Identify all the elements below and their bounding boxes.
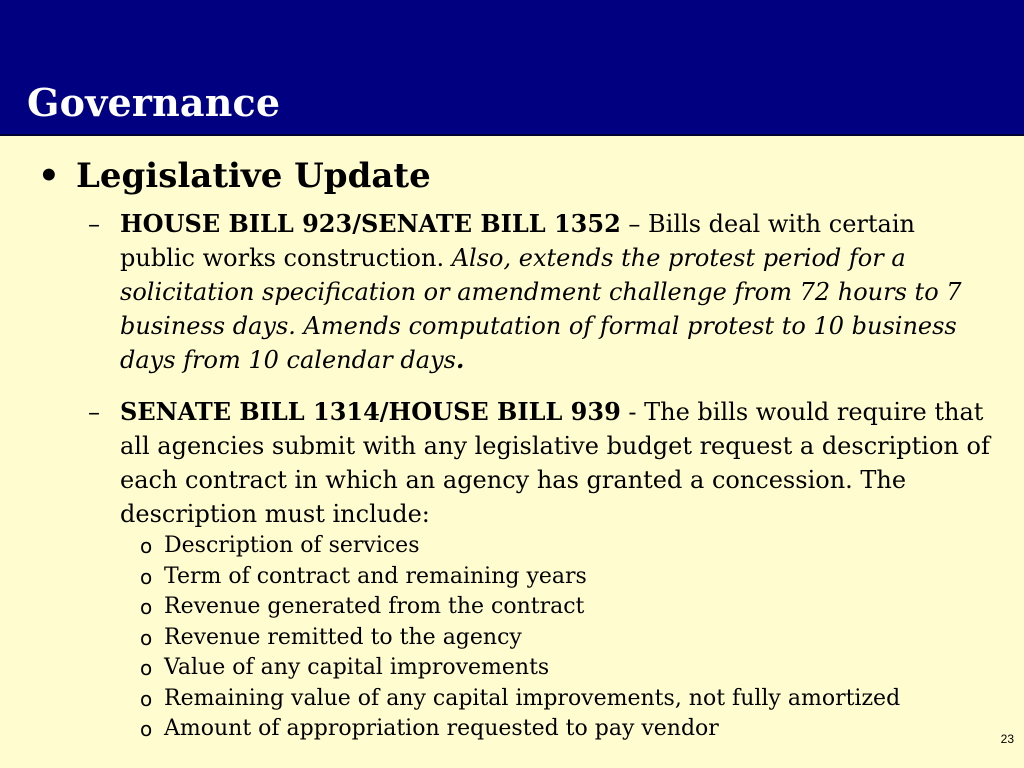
description-requirements-list [140,531,1000,745]
circle-bullet-icon: o [140,534,153,558]
list-item: o Description of services [140,531,1000,562]
item-body [120,207,990,377]
bill-description-italic: Also, extends the protest period for a solicitation specification or amendment challenge from 72 hours to 7 business days. Amends computation of formal protest to 10 business days from 10 calendar days [120,244,962,374]
bill-description-end: . [455,345,465,374]
circle-bullet-icon: o [140,595,153,619]
page-number: 23 [1000,732,1014,746]
item-body [120,395,990,531]
dash-marker: – [88,398,100,426]
circle-bullet-icon: o [140,686,153,711]
bill-description: - The bills would require that all agencies submit with any legislative budget request a description of each contract in which an agency has granted a concession. The description must include: [120,398,990,528]
dash-marker: – [88,210,100,238]
circle-bullet-icon: o [140,717,153,741]
list-item: o Value of any capital improvements [140,653,1000,684]
bill-description: – Bills deal with certain public works construction. [120,210,915,272]
list-item: o Term of contract and remaining years [140,562,1000,593]
slide-title: Governance [27,80,281,125]
bullet-text: Legislative Update [76,156,431,196]
bill-heading: HOUSE BILL 923/SENATE BILL 1352 [120,209,621,238]
slide-header [0,0,1024,136]
list-item: o Revenue generated from the contract [140,592,1000,623]
bill-heading: SENATE BILL 1314/HOUSE BILL 939 [120,397,621,426]
list-item: o Amount of appropriation requested to pay vendor [140,714,1000,745]
circle-bullet-icon: o [140,625,153,650]
circle-bullet-icon: o [140,656,153,680]
list-item: o Revenue remitted to the agency [140,623,1000,654]
bullet-dot: • [38,156,60,196]
list-item: o Remaining value of any capital improvements, not fully amortized [140,684,1000,715]
circle-bullet-icon: o [140,564,153,589]
